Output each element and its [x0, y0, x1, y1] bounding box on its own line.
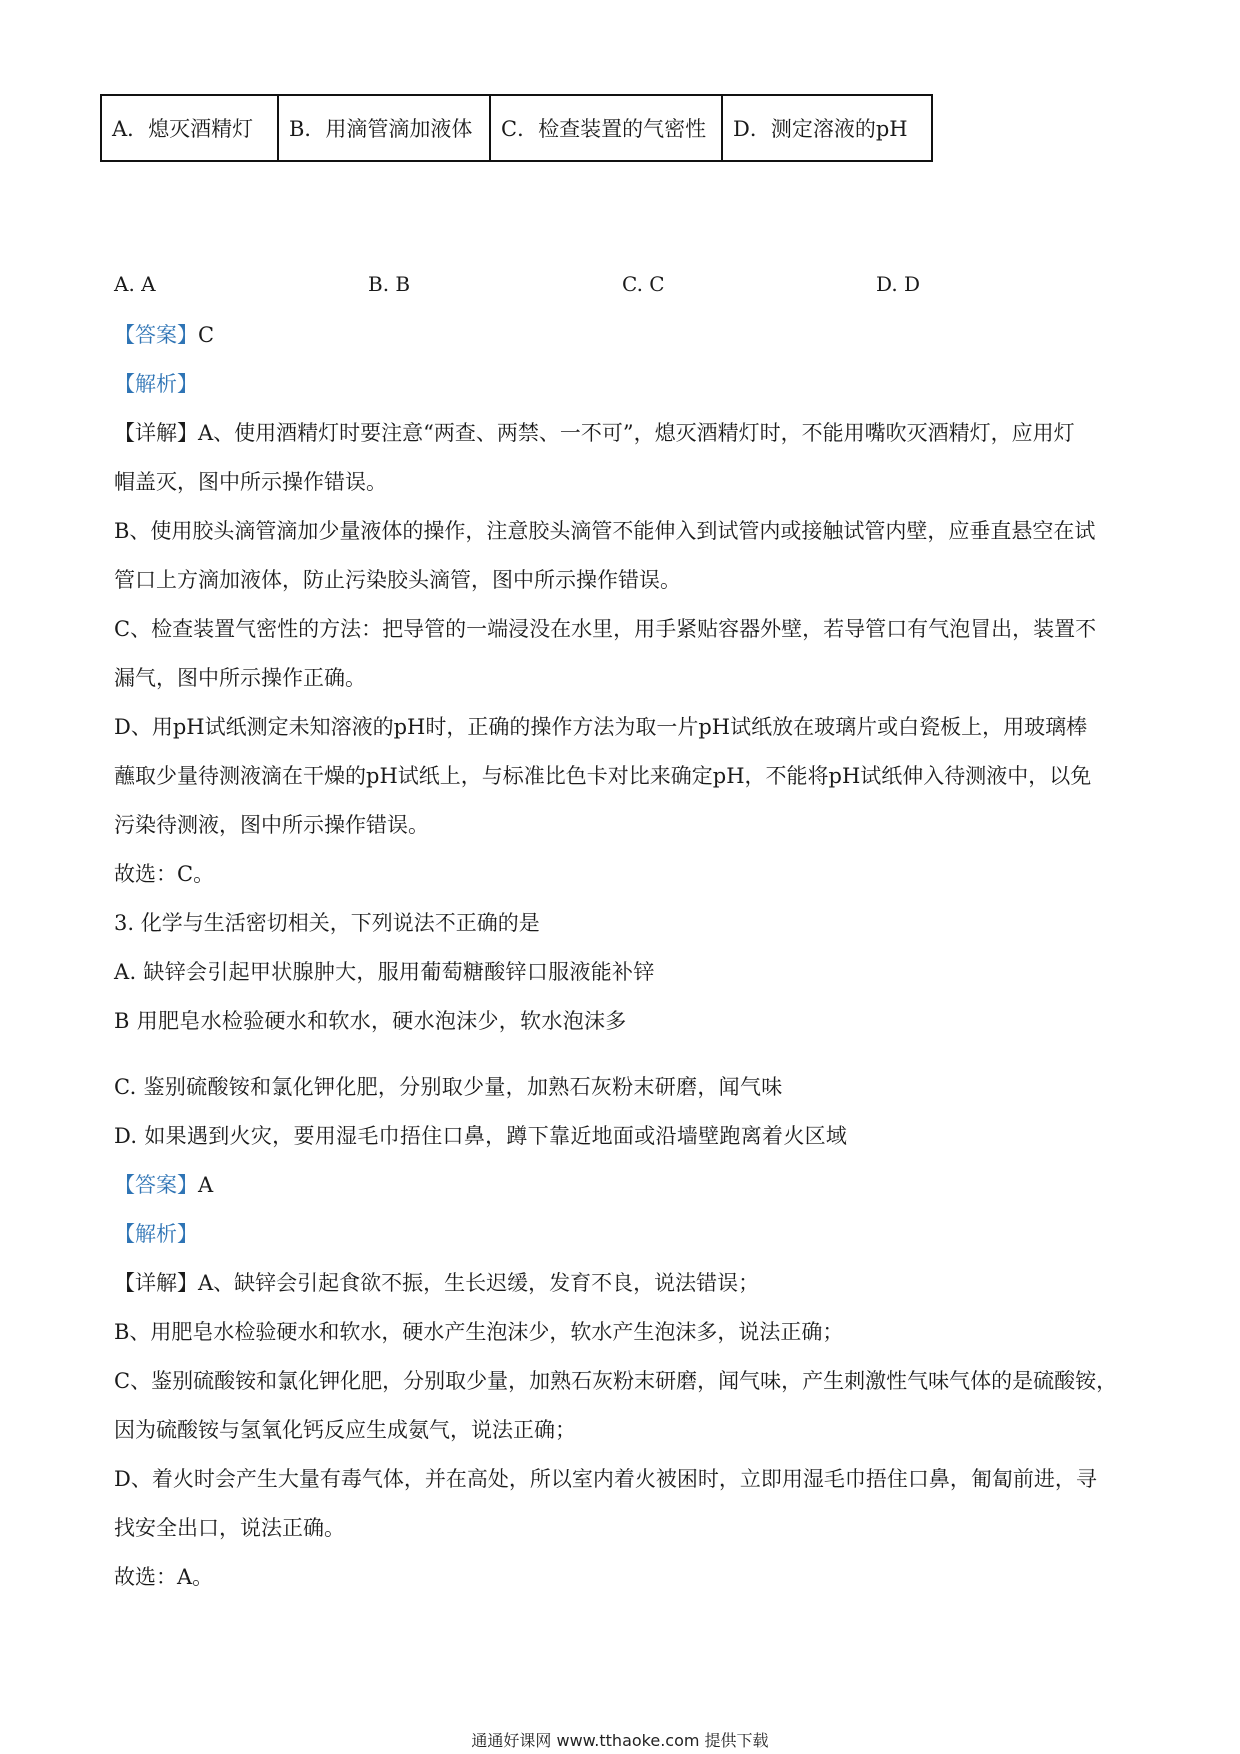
answer-tag: 【答案】 — [114, 1173, 198, 1197]
q3-stem: 3. 化学与生活密切相关，下列说法不正确的是 — [114, 911, 540, 935]
option-cell-c: C．检查装置的气密性 — [490, 95, 722, 161]
choice-b: B. B — [368, 272, 411, 296]
options-table — [100, 94, 933, 162]
q3-option-b: B 用肥皂水检验硬水和软水，硬水泡沫少，软水泡沫多 — [114, 1009, 627, 1033]
choice-d: D. D — [876, 272, 921, 296]
q3-detail-line: 找安全出口，说法正确。 — [114, 1516, 345, 1540]
choice-c: C. C — [622, 272, 665, 296]
q2-detail-line: 管口上方滴加液体，防止污染胶头滴管，图中所示操作错误。 — [114, 568, 681, 592]
option-cell-a: A．熄灭酒精灯 — [101, 95, 278, 161]
q2-detail-line: 帽盖灭，图中所示操作错误。 — [114, 470, 387, 494]
answer-choices — [114, 272, 1014, 302]
options-row — [101, 95, 932, 161]
q3-detail-line: 因为硫酸铵与氢氧化钙反应生成氨气，说法正确； — [114, 1418, 576, 1442]
q3-option-d: D. 如果遇到火灾，要用湿毛巾捂住口鼻，蹲下靠近地面或沿墙壁跑离着火区域 — [114, 1124, 848, 1148]
q2-detail-line: 【详解】A、使用酒精灯时要注意“两查、两禁、一不可”，熄灭酒精灯时，不能用嘴吹灭酒精灯，应用灯 — [114, 421, 1075, 445]
answer-value: C — [198, 323, 215, 347]
q2-answer — [114, 320, 214, 350]
option-cell-d: D．测定溶液的pH — [722, 95, 932, 161]
q2-analysis-tag: 【解析】 — [114, 372, 198, 396]
q3-answer — [114, 1170, 213, 1200]
q2-detail-line: B、使用胶头滴管滴加少量液体的操作，注意胶头滴管不能伸入到试管内或接触试管内壁，应垂直悬空在试 — [114, 519, 1096, 543]
q3-conclusion: 故选：A。 — [114, 1565, 214, 1589]
q2-detail-line: 蘸取少量待测液滴在干燥的pH试纸上，与标准比色卡对比来确定pH，不能将pH试纸伸入待测液中，以免 — [114, 764, 1092, 788]
option-cell-b: B．用滴管滴加液体 — [278, 95, 490, 161]
q2-detail-line: 污染待测液，图中所示操作错误。 — [114, 813, 429, 837]
answer-tag: 【答案】 — [114, 323, 198, 347]
choice-a: A. A — [114, 272, 156, 296]
answer-value: A — [198, 1173, 214, 1197]
page-footer: 通通好课网 www.tthaoke.com 提供下载 — [471, 1731, 769, 1750]
q2-conclusion: 故选：C。 — [114, 862, 215, 886]
q3-detail-line: B、用肥皂水检验硬水和软水，硬水产生泡沫少，软水产生泡沫多，说法正确； — [114, 1320, 844, 1344]
q3-detail-line: 【详解】A、缺锌会引起食欲不振，生长迟缓，发育不良，说法错误； — [114, 1271, 760, 1295]
q3-analysis-tag: 【解析】 — [114, 1222, 198, 1246]
q3-detail-line: D、着火时会产生大量有毒气体，并在高处，所以室内着火被困时，立即用湿毛巾捂住口鼻，匍匐前进，寻 — [114, 1467, 1097, 1491]
q3-option-c: C. 鉴别硫酸铵和氯化钾化肥，分别取少量，加熟石灰粉末研磨，闻气味 — [114, 1075, 783, 1099]
q3-option-a: A. 缺锌会引起甲状腺肿大，服用葡萄糖酸锌口服液能补锌 — [114, 960, 655, 984]
q3-detail-line: C、鉴别硫酸铵和氯化钾化肥，分别取少量，加熟石灰粉末研磨，闻气味，产生刺激性气味气体的是硫酸铵， — [114, 1369, 1118, 1393]
q2-detail-line: 漏气，图中所示操作正确。 — [114, 666, 366, 690]
q2-detail-line: C、检查装置气密性的方法：把导管的一端浸没在水里，用手紧贴容器外壁，若导管口有气泡冒出，装置不 — [114, 617, 1097, 641]
q2-detail-line: D、用pH试纸测定未知溶液的pH时，正确的操作方法为取一片pH试纸放在玻璃片或白瓷板上，用玻璃棒 — [114, 715, 1088, 739]
